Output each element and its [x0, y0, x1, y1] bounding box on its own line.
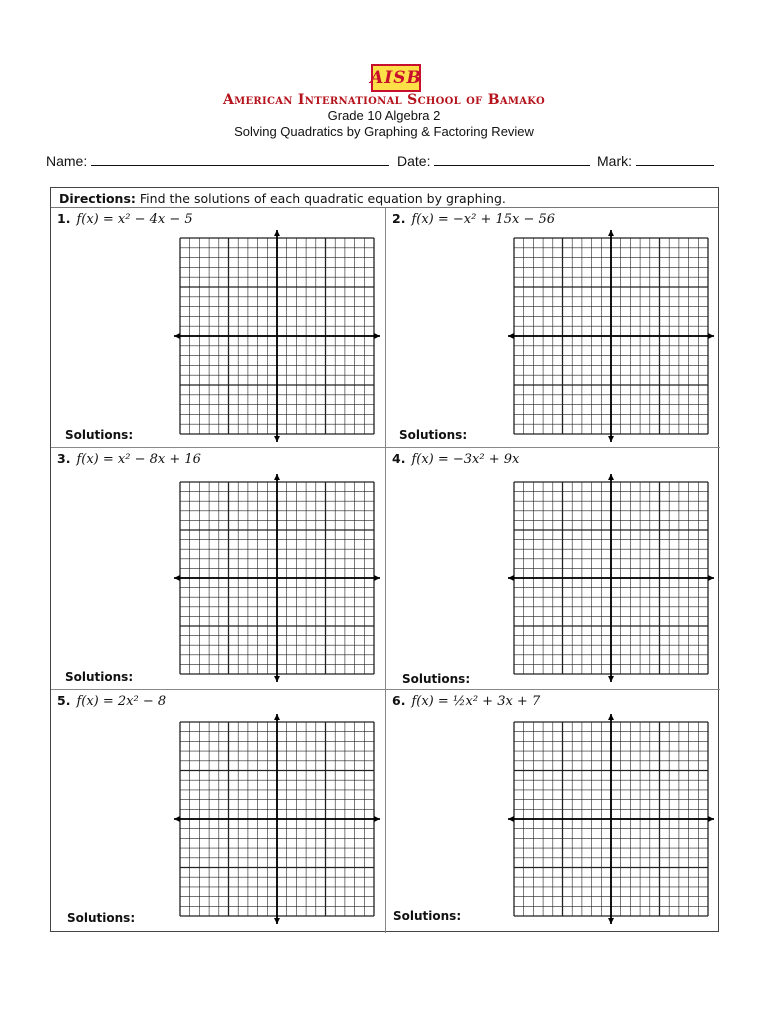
problem-cell-3: [51, 448, 386, 690]
x-axis-arrow-right: [374, 816, 380, 822]
date-field[interactable]: [397, 153, 590, 169]
y-axis-arrow-top: [274, 230, 280, 236]
y-axis-arrow-top: [608, 474, 614, 480]
school-logo: [371, 64, 421, 92]
date-label: Date:: [397, 153, 431, 169]
x-axis-arrow-right: [708, 575, 714, 581]
copyright-footer: [470, 933, 720, 939]
school-name: American International School of Bamako: [222, 92, 546, 108]
grade-line: Grade 10 Algebra 2: [327, 108, 441, 123]
y-axis-arrow-bottom: [608, 676, 614, 682]
y-axis-arrow-top: [608, 230, 614, 236]
date-blank[interactable]: [434, 154, 590, 166]
problem-equation: f(x) = −3x² + 9x: [411, 452, 520, 467]
y-axis-arrow-bottom: [274, 918, 280, 924]
solutions-label: Solutions:: [65, 428, 134, 442]
problem-number: 6.: [392, 693, 406, 708]
problem-3: [57, 451, 201, 467]
coordinate-grid[interactable]: [508, 230, 714, 442]
problem-equation: f(x) = x² − 8x + 16: [76, 452, 201, 467]
x-axis-arrow-left: [508, 333, 514, 339]
problem-equation: f(x) = −x² + 15x − 56: [411, 212, 556, 227]
x-axis-arrow-left: [174, 575, 180, 581]
problem-number: 4.: [392, 451, 406, 466]
worksheet-title: Solving Quadratics by Graphing & Factoring Review: [234, 124, 534, 139]
x-axis-arrow-left: [508, 816, 514, 822]
x-axis-arrow-left: [174, 333, 180, 339]
solutions-label: Solutions:: [393, 909, 462, 923]
y-axis-arrow-top: [274, 474, 280, 480]
solutions-label: Solutions:: [65, 670, 134, 684]
directions-label: Directions:: [59, 191, 136, 206]
problem-number: 3.: [57, 451, 71, 466]
worksheet-box: [50, 187, 719, 932]
problem-cell-2: [386, 208, 720, 448]
problem-6: [392, 693, 540, 709]
directions: [51, 188, 718, 208]
y-axis-arrow-bottom: [274, 436, 280, 442]
coordinate-grid[interactable]: [174, 474, 380, 682]
solutions-label: Solutions:: [399, 428, 468, 442]
x-axis-arrow-left: [508, 575, 514, 581]
problem-equation: f(x) = 2x² − 8: [76, 694, 167, 709]
solutions-label: Solutions:: [67, 911, 136, 925]
y-axis-arrow-bottom: [608, 918, 614, 924]
problem-equation: f(x) = x² − 4x − 5: [76, 212, 193, 227]
name-field[interactable]: [46, 153, 389, 169]
problem-number: 5.: [57, 693, 71, 708]
problem-2: [392, 211, 555, 227]
y-axis-arrow-top: [608, 714, 614, 720]
problem-number: 2.: [392, 211, 406, 226]
x-axis-arrow-right: [374, 575, 380, 581]
coordinate-grid[interactable]: [508, 714, 714, 924]
problem-5: [57, 693, 166, 709]
coordinate-grid[interactable]: [174, 714, 380, 924]
problem-cell-4: [386, 448, 720, 690]
logo-text: AISB: [370, 68, 422, 88]
problem-number: 1.: [57, 211, 71, 226]
solutions-label: Solutions:: [402, 672, 471, 686]
name-blank[interactable]: [91, 154, 389, 166]
mark-field[interactable]: [597, 153, 714, 169]
y-axis-arrow-bottom: [608, 436, 614, 442]
coordinate-grid[interactable]: [174, 230, 380, 442]
y-axis-arrow-bottom: [274, 676, 280, 682]
coordinate-grid[interactable]: [508, 474, 714, 682]
x-axis-arrow-right: [708, 816, 714, 822]
mark-label: Mark:: [597, 153, 632, 169]
mark-blank[interactable]: [636, 154, 714, 166]
y-axis-arrow-top: [274, 714, 280, 720]
problem-cell-1: [51, 208, 386, 448]
problem-4: [392, 451, 519, 467]
problem-cell-5: [51, 690, 386, 933]
problem-equation: f(x) = ½x² + 3x + 7: [411, 694, 541, 709]
directions-text: Find the solutions of each quadratic equation by graphing.: [139, 191, 506, 206]
name-label: Name:: [46, 153, 88, 169]
x-axis-arrow-left: [174, 816, 180, 822]
problem-cell-6: [386, 690, 720, 933]
x-axis-arrow-right: [708, 333, 714, 339]
problem-1: [57, 211, 193, 227]
x-axis-arrow-right: [374, 333, 380, 339]
